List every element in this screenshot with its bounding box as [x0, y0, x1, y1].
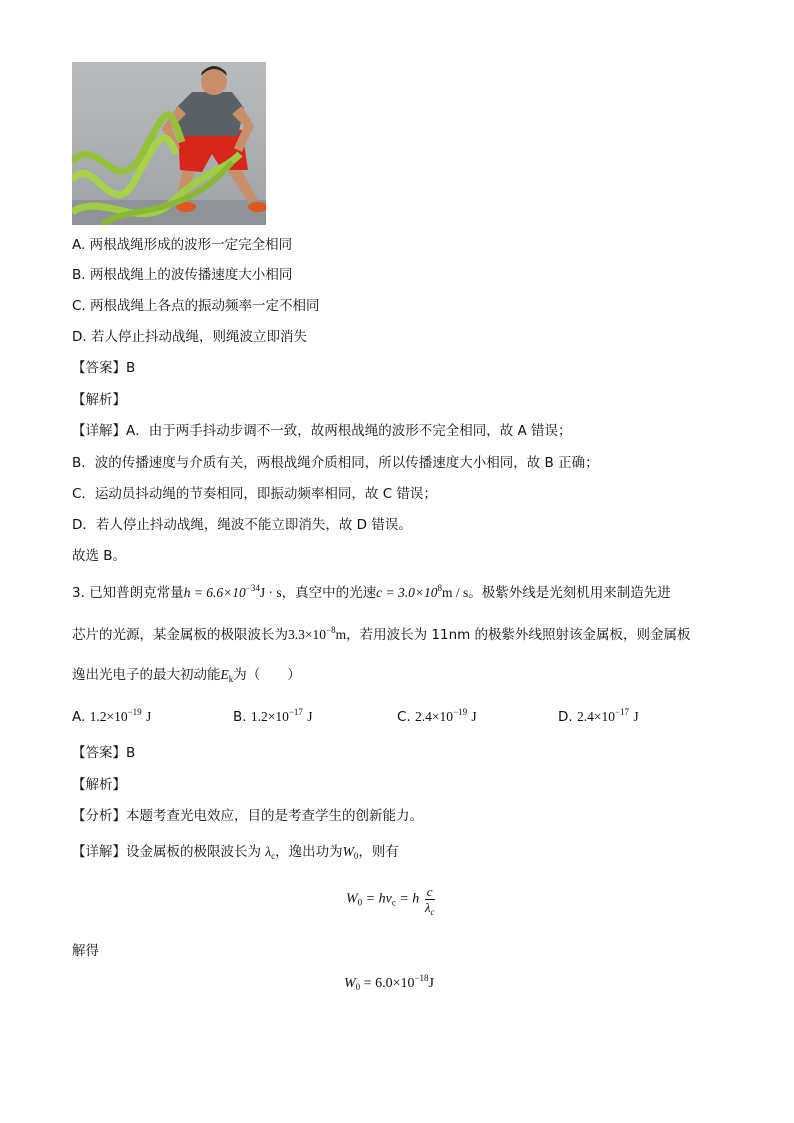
q3-option-d	[558, 708, 639, 726]
light-speed-expr: c = 3.0×10	[376, 585, 438, 600]
eq1-h: = h	[395, 891, 420, 907]
q2-detail-1: 【详解】A．由于两手抖动步调不一致，故两根战绳的波形不完全相同，故 A 错误；	[72, 423, 572, 439]
planck-exponent: −34	[245, 583, 260, 593]
q3-number: 3.	[72, 585, 85, 601]
eq1-mid: = hν	[362, 891, 392, 907]
ek-symbol: E	[220, 667, 229, 682]
q3-stem-line-3	[72, 666, 301, 684]
eq2-lhs: W	[344, 976, 356, 991]
option-exponent: −17	[288, 707, 303, 717]
eq1-den-symbol: λ	[424, 900, 431, 915]
option-exponent: −17	[614, 707, 630, 717]
lambda-c-subscript: c	[271, 851, 276, 861]
work-function-subscript: 0	[353, 851, 359, 861]
eq2-lhs-sub: 0	[355, 982, 361, 992]
eq2-unit: J	[428, 976, 434, 991]
option-unit: J	[307, 709, 313, 724]
q2-analysis-label: 【解析】	[72, 392, 126, 408]
eq1-fraction	[425, 884, 435, 915]
q3-detail-c: ，则有	[358, 844, 399, 860]
work-function-result	[344, 973, 434, 992]
option-label: B.	[233, 709, 247, 725]
q3-stem-line-2	[72, 626, 691, 644]
planck-constant-expr: h = 6.6×10	[183, 585, 246, 600]
planck-unit: J · s	[259, 585, 282, 600]
option-unit: J	[471, 709, 477, 724]
option-mantissa: 1.2×10	[89, 709, 128, 724]
q3-stem-c: 。极紫外线是光刻机用来制造先进	[468, 585, 671, 601]
limit-wavelength-unit: m	[335, 627, 347, 642]
option-label: A.	[72, 709, 86, 725]
q3-stem-b: ，真空中的光速	[281, 585, 377, 601]
q2-conclusion: 故选 B。	[72, 548, 127, 564]
work-function-symbol: W	[342, 844, 354, 859]
option-mantissa: 2.4×10	[576, 709, 615, 724]
q3-stem-f: 逸出光电子的最大初动能	[72, 667, 221, 683]
q2-option-d: D. 若人停止抖动战绳，则绳波立即消失	[72, 329, 307, 345]
athlete-battle-rope-image	[72, 62, 266, 225]
q2-detail-3: C．运动员抖动绳的节奏相同，即振动频率相同，故 C 错误；	[72, 486, 437, 502]
q3-stem-a: 已知普朗克常量	[89, 585, 184, 601]
q2-option-a: A. 两根战绳形成的波形一定完全相同	[72, 237, 293, 253]
light-speed-exponent: 8	[437, 583, 442, 593]
q3-stem-d: 芯片的光源，某金属板的极限波长为	[72, 627, 288, 643]
eq2-rhs: = 6.0×10	[360, 976, 415, 991]
q2-answer: 【答案】B	[72, 360, 136, 376]
q2-detail-4: D．若人停止抖动战绳，绳波不能立即消失，故 D 错误。	[72, 517, 412, 533]
eq1-mid-sub: c	[391, 897, 396, 908]
eq1-lhs: W	[346, 891, 358, 907]
light-speed-unit: m / s	[441, 585, 469, 600]
q2-option-b: B. 两根战绳上的波传播速度大小相同	[72, 267, 293, 283]
ek-subscript: k	[228, 674, 234, 684]
q2-option-c: C. 两根战绳上各点的振动频率一定不相同	[72, 298, 320, 314]
q3-detail-b: ，逸出功为	[275, 844, 343, 860]
q3-option-b	[233, 708, 313, 726]
eq1-denominator	[425, 900, 435, 915]
option-label: D.	[558, 709, 573, 725]
solve-label: 解得	[72, 943, 99, 959]
battle-rope-photo	[72, 62, 266, 225]
option-exponent: −19	[127, 707, 142, 717]
q3-stem-line-1	[72, 584, 671, 602]
lambda-c-symbol: λ	[265, 844, 272, 859]
q3-option-a	[72, 708, 151, 726]
eq2-exponent: −18	[414, 973, 429, 983]
option-unit: J	[145, 709, 152, 724]
limit-wavelength-expr: 3.3×10	[288, 627, 326, 642]
q3-stem-e: ，若用波长为 11nm 的极紫外线照射该金属板，则金属板	[346, 627, 691, 643]
q3-fenxi: 【分析】本题考查光电效应，目的是考查学生的创新能力。	[72, 808, 423, 824]
option-mantissa: 2.4×10	[415, 709, 454, 724]
q3-stem-g: 为（ ）	[233, 667, 301, 683]
eq1-lhs-sub: 0	[357, 897, 363, 908]
work-function-equation	[346, 884, 435, 915]
q3-option-c	[397, 708, 477, 726]
option-exponent: −19	[453, 707, 468, 717]
option-label: C.	[397, 709, 411, 725]
q3-analysis-label: 【解析】	[72, 777, 126, 793]
q3-answer: 【答案】B	[72, 745, 136, 761]
option-mantissa: 1.2×10	[250, 709, 289, 724]
q3-detail-line	[72, 843, 399, 861]
q3-detail-a: 【详解】设金属板的极限波长为	[72, 844, 261, 860]
eq1-den-sub: c	[430, 907, 435, 917]
eq1-numerator: c	[426, 884, 433, 899]
option-unit: J	[633, 709, 639, 724]
limit-wavelength-exponent: −8	[326, 625, 336, 635]
q2-detail-2: B．波的传播速度与介质有关，两根战绳介质相同，所以传播速度大小相同，故 B 正确；	[72, 455, 599, 471]
